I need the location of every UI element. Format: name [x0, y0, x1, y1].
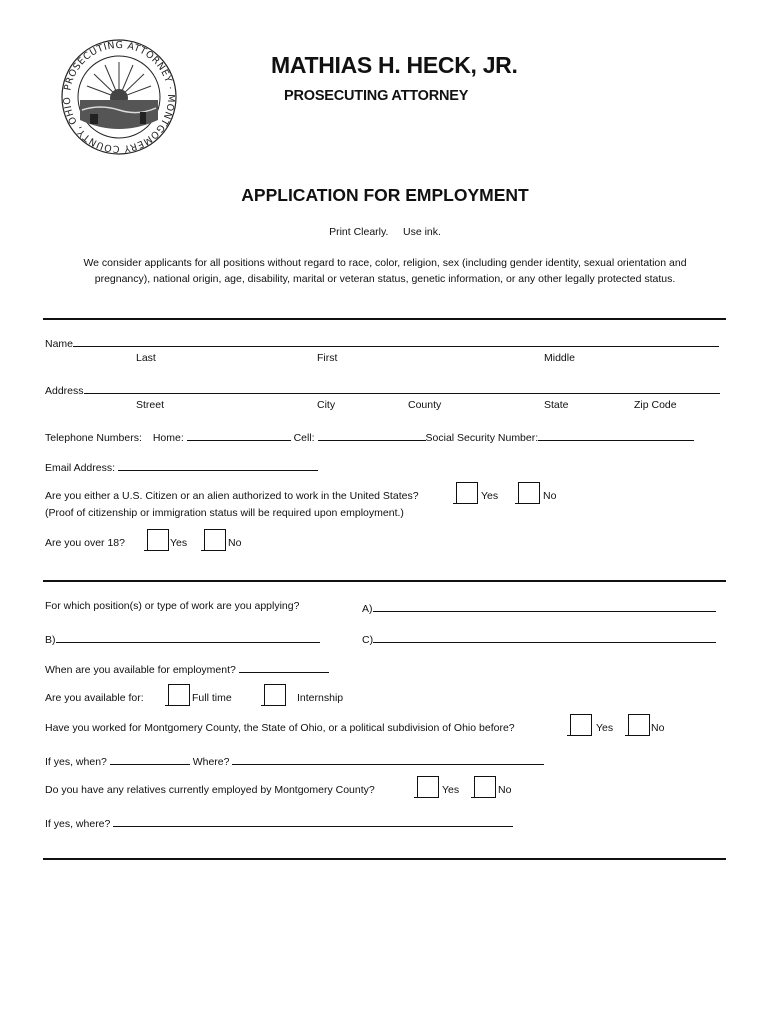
where-field[interactable]: [232, 753, 544, 765]
phone-label: Telephone Numbers:: [45, 432, 142, 444]
address-sub-zip: Zip Code: [634, 399, 677, 411]
over18-question: Are you over 18?: [45, 537, 125, 549]
section-divider-top: [43, 318, 726, 320]
where-label: Where?: [192, 756, 230, 768]
name-field[interactable]: [73, 335, 719, 347]
address-label: Address: [45, 385, 84, 397]
available-when-label: When are you available for employment?: [45, 664, 236, 676]
relatives-question: Do you have any relatives currently employed by Montgomery County?: [45, 784, 375, 796]
position-a-field[interactable]: [373, 600, 716, 612]
seal-text: PROSECUTING ATTORNEY · MONTGOMERY COUNTY, OHIO: [61, 39, 177, 155]
name-label: Name: [45, 338, 74, 350]
ssn-field[interactable]: [538, 429, 694, 441]
citizen-note: (Proof of citizenship or immigration status will be required upon employment.): [45, 507, 404, 519]
prosecutor-title: PROSECUTING ATTORNEY: [284, 88, 469, 104]
name-sub-last: Last: [136, 352, 156, 364]
relatives-no-label: No: [498, 784, 512, 796]
worked-yes-checkbox[interactable]: [570, 714, 592, 736]
cell-phone-field[interactable]: [318, 429, 426, 441]
relatives-no-checkbox[interactable]: [474, 776, 496, 798]
worked-no-label: No: [651, 722, 665, 734]
eeo-statement-line2: pregnancy), national origin, age, disability, marital or veteran status, genetic information, or any other legally protected status.: [94, 273, 676, 285]
over18-yes-checkbox[interactable]: [147, 529, 169, 551]
address-field[interactable]: [84, 382, 720, 394]
address-sub-street: Street: [136, 399, 165, 411]
position-question: For which position(s) or type of work are you applying?: [45, 600, 300, 612]
position-c-label: C): [362, 634, 374, 646]
address-sub-state: State: [544, 399, 569, 411]
citizen-no-label: No: [543, 490, 557, 502]
citizen-question: Are you either a U.S. Citizen or an alien authorized to work in the United States?: [45, 490, 419, 502]
full-time-label: Full time: [192, 692, 232, 704]
prosecutor-name: MATHIAS H. HECK, JR.: [271, 52, 518, 78]
address-sub-city: City: [317, 399, 336, 411]
email-label: Email Address:: [45, 462, 116, 474]
home-phone-field[interactable]: [187, 429, 291, 441]
over18-no-checkbox[interactable]: [204, 529, 226, 551]
section-divider-bottom: [43, 858, 726, 860]
citizen-no-checkbox[interactable]: [518, 482, 540, 504]
email-field[interactable]: [118, 459, 318, 471]
section-divider-middle: [43, 580, 726, 582]
if-yes-when-field[interactable]: [110, 753, 190, 765]
citizen-yes-checkbox[interactable]: [456, 482, 478, 504]
instructions: Print Clearly. Use ink.: [329, 226, 441, 238]
ssn-label: Social Security Number:: [425, 432, 539, 444]
relatives-yes-label: Yes: [442, 784, 460, 796]
available-for-label: Are you available for:: [45, 692, 144, 704]
cell-phone-label: Cell:: [293, 432, 315, 444]
worked-yes-label: Yes: [596, 722, 614, 734]
address-sub-county: County: [408, 399, 442, 411]
home-phone-label: Home:: [152, 432, 184, 444]
relatives-yes-checkbox[interactable]: [417, 776, 439, 798]
position-c-field[interactable]: [373, 631, 716, 643]
available-when-field[interactable]: [239, 661, 329, 673]
worked-no-checkbox[interactable]: [628, 714, 650, 736]
over18-no-label: No: [228, 537, 242, 549]
full-time-checkbox[interactable]: [168, 684, 190, 706]
county-seal: [60, 38, 178, 156]
internship-checkbox[interactable]: [264, 684, 286, 706]
position-b-label: B): [45, 634, 56, 646]
relatives-where-field[interactable]: [113, 815, 513, 827]
position-a-label: A): [362, 603, 373, 615]
name-sub-first: First: [317, 352, 338, 364]
internship-label: Internship: [297, 692, 344, 704]
citizen-yes-label: Yes: [481, 490, 499, 502]
name-sub-middle: Middle: [544, 352, 575, 364]
eeo-statement-line1: We consider applicants for all positions without regard to race, color, religion, sex (including gender identity, sexual orientation and: [83, 257, 687, 269]
if-yes-where-label: If yes, where?: [45, 818, 111, 830]
position-b-field[interactable]: [56, 631, 320, 643]
over18-yes-label: Yes: [170, 537, 188, 549]
worked-before-question: Have you worked for Montgomery County, the State of Ohio, or a political subdivision of Ohio before?: [45, 722, 515, 734]
form-title: APPLICATION FOR EMPLOYMENT: [241, 185, 529, 205]
if-yes-when-label: If yes, when?: [45, 756, 107, 768]
